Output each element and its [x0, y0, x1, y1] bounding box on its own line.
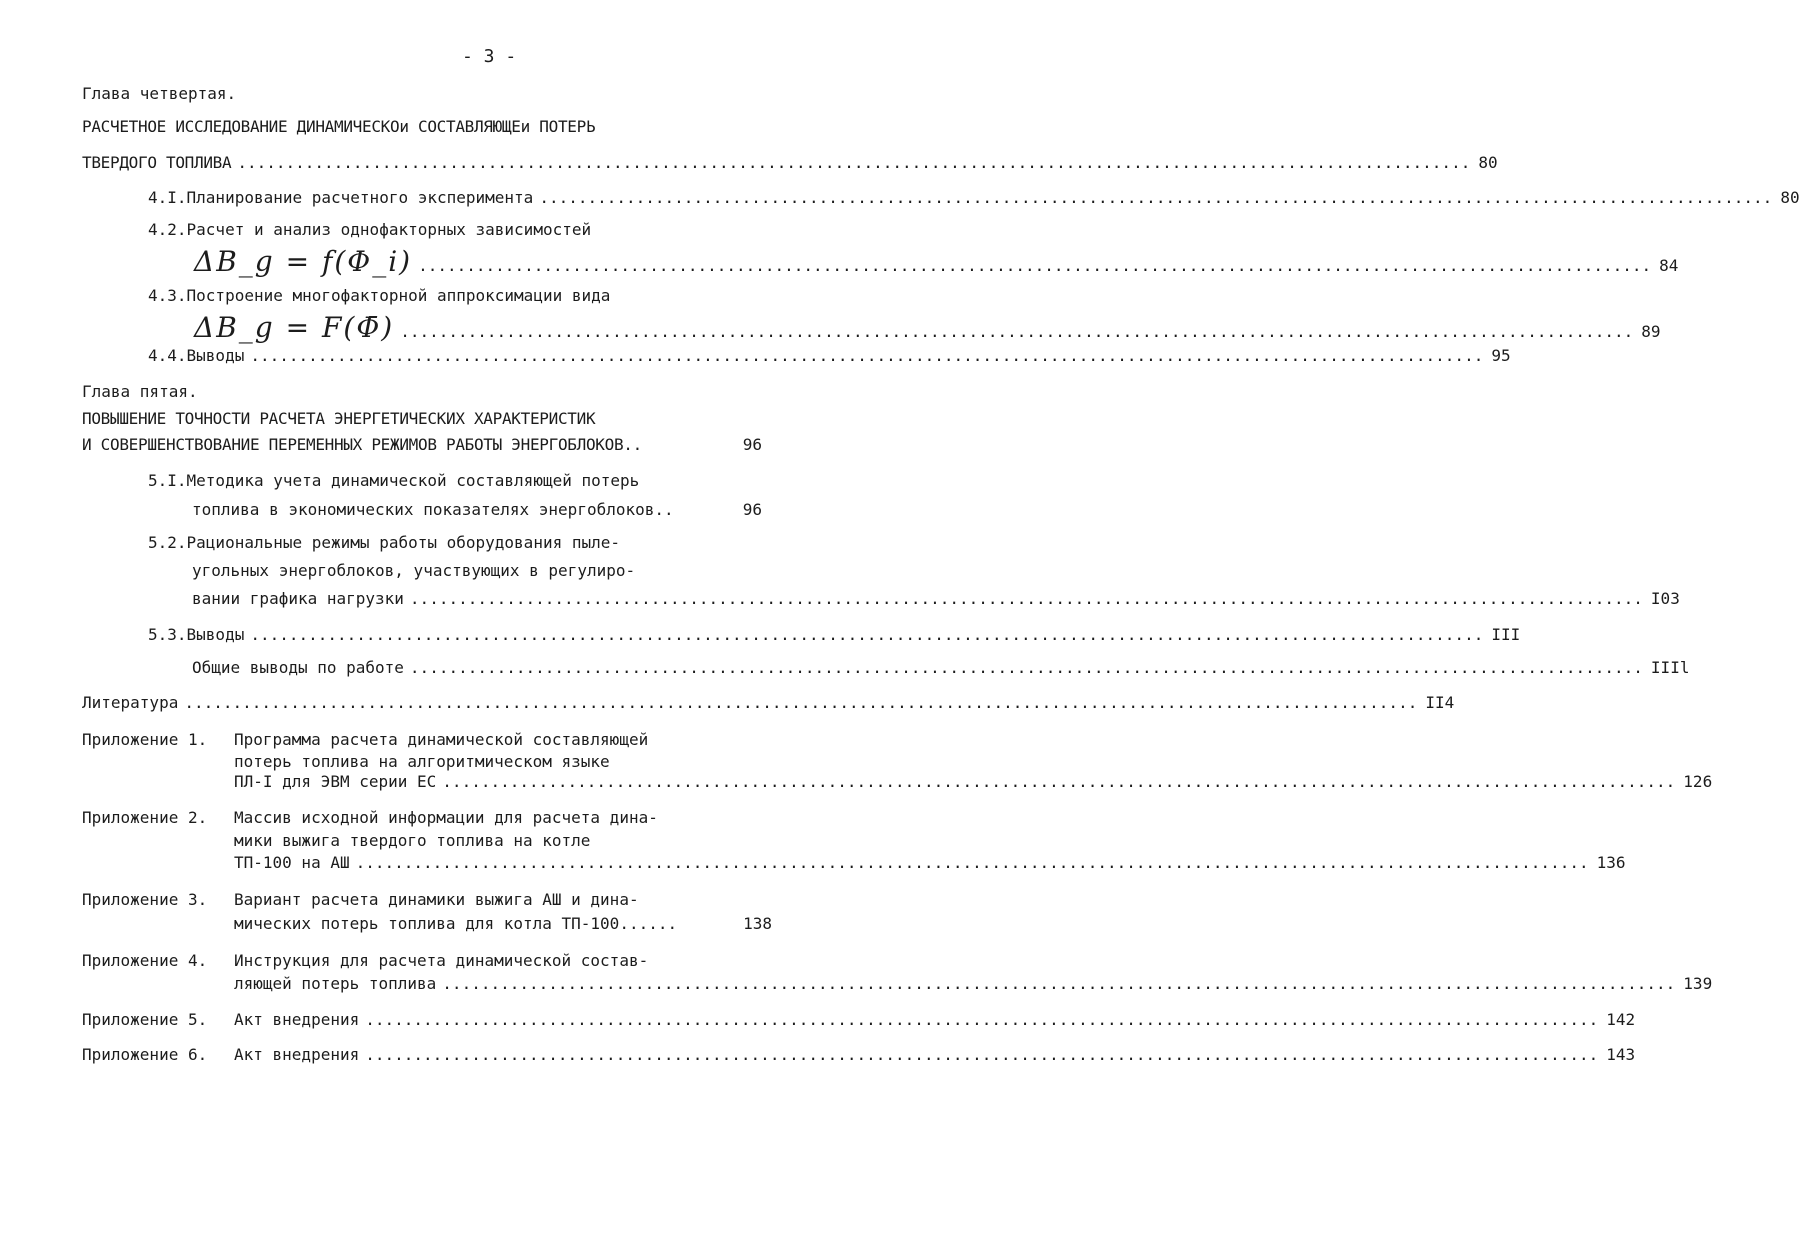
appendix-3-line2 [234, 916, 772, 932]
leader-dots: ................................................................................................................................ [418, 256, 1652, 275]
toc-page-number: 96 [742, 435, 762, 454]
appendix-4-line1: Инструкция для расчета динамической состав- [234, 951, 649, 970]
toc-page-number: 95 [1491, 346, 1511, 365]
appendix-2-line2: мики выжига твердого топлива на котле [234, 831, 591, 850]
appendix-3-label: Приложение 3. [82, 890, 208, 909]
appendix-1-line1: Программа расчета динамической составляющей [234, 730, 649, 749]
toc-entry-text: вании графика нагрузки [192, 589, 404, 608]
leader-dots: ................................................................................................................................ [237, 153, 1471, 172]
appendix-2-line3 [234, 853, 1626, 872]
appendix-6 [82, 1045, 1636, 1064]
toc-entry-text: Акт внедрения [234, 1045, 360, 1064]
chapter-4-title-line1: РАСЧЕТНОЕ ИССЛЕДОВАНИЕ ДИНАМИЧЕСКОи СОСТАВЛЯЮЩЕи ПОТЕРЬ [82, 117, 596, 136]
page-number: - 3 - [462, 46, 517, 67]
toc-entry-text: Общие выводы по работе [192, 658, 404, 677]
formula: ΔB_g = F(Φ̄) [194, 311, 395, 344]
toc-entry-4-3-formula [194, 311, 1661, 344]
toc-entry-5-1-line1: 5.I.Методика учета динамической составляющей потерь [148, 471, 640, 490]
toc-page-number: II4 [1425, 693, 1455, 712]
toc-entry-5-2-line2: угольных энергоблоков, участвующих в регулиро- [192, 561, 636, 580]
toc-entry-text: И СОВЕРШЕНСТВОВАНИЕ ПЕРЕМЕННЫХ РЕЖИМОВ РАБОТЫ ЭНЕРГОБЛОКОВ.. [82, 435, 642, 454]
leader-dots: ................................................................................................................................ [442, 772, 1676, 791]
chapter-5-heading: Глава пятая. [82, 382, 198, 401]
toc-page-number: 143 [1606, 1045, 1636, 1064]
appendix-2-label: Приложение 2. [82, 808, 208, 827]
toc-page-number: 126 [1683, 772, 1713, 791]
toc-page-number: IIIl [1650, 658, 1690, 677]
toc-entry-text: Акт внедрения [234, 1010, 360, 1029]
toc-entry-text: 4.I.Планирование расчетного эксперимента [148, 188, 534, 207]
toc-entry-general-conclusions [192, 658, 1690, 677]
toc-page-number: 89 [1641, 322, 1661, 341]
toc-page-number: I03 [1650, 589, 1680, 608]
appendix-4-line2 [234, 974, 1713, 993]
appendix-4-label: Приложение 4. [82, 951, 208, 970]
toc-page-number: 96 [742, 500, 762, 519]
appendix-1-label: Приложение 1. [82, 730, 208, 749]
formula: ΔB_g = f(Φ_i) [194, 245, 413, 278]
toc-entry-text: 4.4.Выводы [148, 346, 245, 365]
appendix-3-line1: Вариант расчета динамики выжига АШ и дина- [234, 890, 639, 909]
toc-entry-text: 5.3.Выводы [148, 625, 245, 644]
toc-entry-text: мических потерь топлива для котла ТП-100...... [234, 914, 678, 933]
toc-entry-text: топлива в экономических показателях энергоблоков.. [192, 500, 674, 519]
toc-page-number: 136 [1596, 853, 1626, 872]
appendix-1-line2: потерь топлива на алгоритмическом языке [234, 752, 610, 771]
toc-entry-4-2-text: 4.2.Расчет и анализ однофакторных зависимостей [148, 220, 592, 239]
toc-entry-4-3-text: 4.3.Построение многофакторной аппроксимации вида [148, 286, 611, 305]
toc-entry-5-2-line1: 5.2.Рациональные режимы работы оборудования пыле- [148, 533, 621, 552]
leader-dots: ................................................................................................................................ [442, 974, 1676, 993]
appendix-5-label: Приложение 5. [82, 1010, 208, 1029]
leader-dots: ................................................................................................................................ [400, 322, 1634, 341]
leader-dots: ................................................................................................................................ [365, 1010, 1599, 1029]
toc-page-number: 80 [1478, 153, 1498, 172]
toc-entry-literature [82, 693, 1455, 712]
chapter-4-heading: Глава четвертая. [82, 84, 237, 103]
leader-dots: ................................................................................................................................ [539, 188, 1773, 207]
toc-entry-5-2-line3 [192, 589, 1680, 608]
chapter-4-title-line2 [82, 153, 1498, 172]
leader-dots: ................................................................................................................................ [184, 693, 1418, 712]
toc-entry-5-3 [148, 625, 1521, 644]
leader-dots: ................................................................................................................................ [250, 625, 1484, 644]
leader-dots: ................................................................................................................................ [409, 658, 1643, 677]
toc-page-number: 80 [1780, 188, 1800, 207]
leader-dots: ................................................................................................................................ [409, 589, 1643, 608]
appendix-6-label: Приложение 6. [82, 1045, 208, 1064]
toc-entry-4-1 [148, 188, 1800, 207]
chapter-5-title-line2 [82, 437, 762, 453]
leader-dots: ................................................................................................................................ [355, 853, 1589, 872]
toc-page-number: 84 [1659, 256, 1679, 275]
toc-entry-text: ТВЕРДОГО ТОПЛИВА [82, 153, 232, 172]
chapter-5-title-line1: ПОВЫШЕНИЕ ТОЧНОСТИ РАСЧЕТА ЭНЕРГЕТИЧЕСКИХ ХАРАКТЕРИСТИК [82, 409, 596, 428]
leader-dots: ................................................................................................................................ [250, 346, 1484, 365]
appendix-2-line1: Массив исходной информации для расчета дина- [234, 808, 658, 827]
toc-entry-5-1-line2 [192, 502, 762, 518]
toc-page-number: 139 [1683, 974, 1713, 993]
toc-page-number: III [1491, 625, 1521, 644]
appendix-1-line3 [234, 772, 1713, 791]
toc-entry-text: ТП-100 на АШ [234, 853, 350, 872]
appendix-5 [82, 1010, 1636, 1029]
toc-entry-4-2-formula [194, 245, 1679, 278]
toc-page-number: 142 [1606, 1010, 1636, 1029]
toc-entry-4-4 [148, 346, 1511, 365]
toc-page-number: 138 [743, 914, 772, 933]
toc-entry-text: ляющей потерь топлива [234, 974, 437, 993]
toc-entry-text: Литература [82, 693, 179, 712]
toc-entry-text: ПЛ-I для ЭВМ серии ЕС [234, 772, 437, 791]
leader-dots: ................................................................................................................................ [365, 1045, 1599, 1064]
